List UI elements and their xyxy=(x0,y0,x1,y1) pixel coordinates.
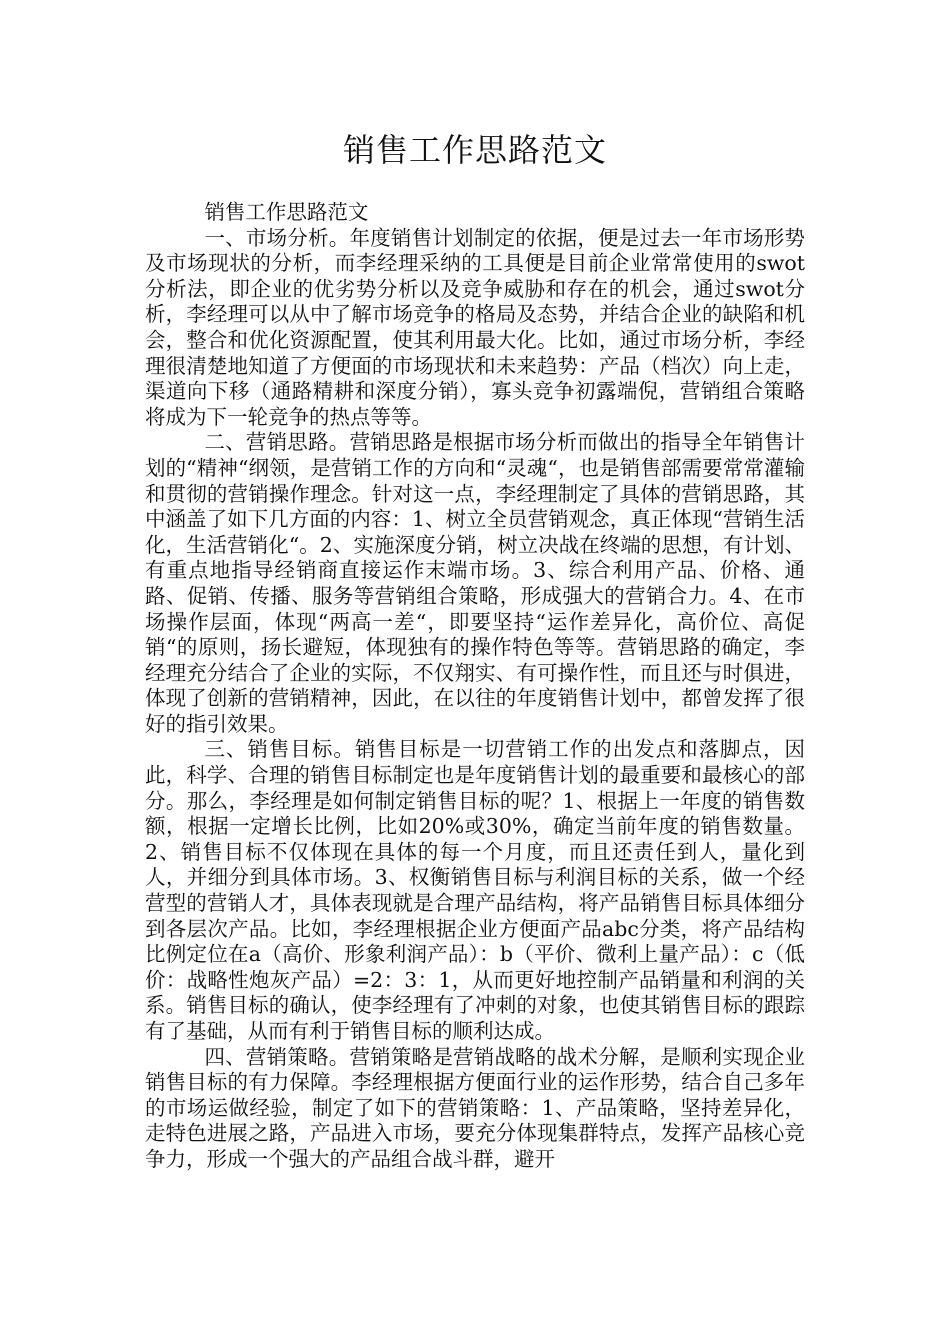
paragraph-market-analysis: 一、市场分析。年度销售计划制定的依据，便是过去一年市场形势及市场现状的分析，而李经理采纳的工具便是目前企业常常使用的swot分析法，即企业的优劣势分析以及竞争威胁和存在的机会，通过swot分析，李经理可以从中了解市场竞争的格局及态势，并结合企业的缺陷和机会，整合和优化资源配置，使其利用最大化。比如，通过市场分析，李经理很清楚地知道了方便面的市场现状和未来趋势：产品（档次）向上走，渠道向下移（通路精耕和深度分销），寡头竞争初露端倪，营销组合策略将成为下一轮竞争的热点等等。 xyxy=(145,225,805,429)
page-title: 销售工作思路范文 xyxy=(342,131,607,169)
paragraph-marketing-approach: 二、营销思路。营销思路是根据市场分析而做出的指导全年销售计划的“精神“纲领，是营销工作的方向和“灵魂“，也是销售部需要常常灌输和贯彻的营销操作理念。针对这一点，李经理制定了具体的营销思路，其中涵盖了如下几方面的内容：1、树立全员营销观念，真正体现“营销生活化，生活营销化“。2、实施深度分销，树立决战在终端的思想，有计划、有重点地指导经销商直接运作末端市场。3、综合利用产品、价格、通路、促销、传播、服务等营销组合策略，形成强大的营销合力。4、在市场操作层面，体现“两高一差“，即要坚持“运作差异化，高价位、高促销“的原则，扬长避短，体现独有的操作特色等等。营销思路的确定，李经理充分结合了企业的实际，不仅翔实、有可操作性，而且还与时俱进，体现了创新的营销精神，因此，在以往的年度销售计划中，都曾发挥了很好的指引效果。 xyxy=(145,430,805,736)
document-body xyxy=(145,200,805,1173)
paragraph-marketing-strategy: 四、营销策略。营销策略是营销战略的战术分解，是顺利实现企业销售目标的有力保障。李经理根据方便面行业的运作形势，结合自己多年的市场运做经验，制定了如下的营销策略：1、产品策略，坚持差异化，走特色进展之路，产品进入市场，要充分体现集群特点，发挥产品核心竞争力，形成一个强大的产品组合战斗群，避开 xyxy=(145,1044,805,1171)
paragraph-subtitle: 销售工作思路范文 xyxy=(204,200,369,224)
paragraph-sales-targets: 三、销售目标。销售目标是一切营销工作的出发点和落脚点，因此，科学、合理的销售目标制定也是年度销售计划的最重要和最核心的部分。那么，李经理是如何制定销售目标的呢？1、根据上一年度的销售数额，根据一定增长比例，比如20%或30%，确定当前年度的销售数量。2、销售目标不仅体现在具体的每一个月度，而且还责任到人，量化到人，并细分到具体市场。3、权衡销售目标与利润目标的关系，做一个经营型的营销人才，具体表现就是合理产品结构，将产品销售目标具体细分到各层次产品。比如，李经理根据企业方便面产品abc分类，将产品结构比例定位在a（高价、形象利润产品）：b（平价、微利上量产品）：c（低价：战略性炮灰产品）=2：3：1，从而更好地控制产品销量和利润的关系。销售目标的确认，使李经理有了冲刺的对象，也使其销售目标的跟踪有了基础，从而有利于销售目标的顺利达成。 xyxy=(145,737,805,1043)
